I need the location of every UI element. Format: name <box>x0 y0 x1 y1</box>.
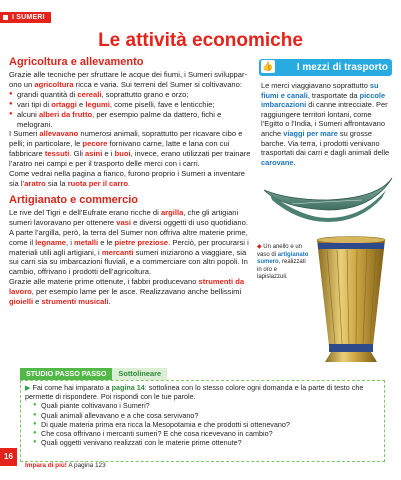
section-tag <box>0 12 51 23</box>
question-item: ● Quali animali allevavano e a che cosa servivano? <box>33 411 380 420</box>
highlighted-term: mercanti <box>101 247 134 257</box>
sidebar-paragraph <box>261 81 393 167</box>
highlighted-term: pagina 14 <box>111 383 145 392</box>
text-segment: e <box>76 99 86 109</box>
text-segment: : sottolinea con lo stesso colore ogni domanda e la parte di testo che permette di rispondere. Poi rispondi con le tue parole. <box>25 383 364 402</box>
highlighted-term: pietre preziose <box>114 237 169 247</box>
inventions-paragraph <box>9 169 254 189</box>
highlighted-term: legumi <box>85 99 110 109</box>
questions-list <box>25 401 380 447</box>
highlighted-term: tessuti <box>44 149 70 159</box>
sidebar-title-line2: di trasporto <box>332 62 388 73</box>
book-reference <box>25 462 106 469</box>
highlighted-term: su fiumi e canali <box>261 81 379 100</box>
caption-text <box>257 244 308 280</box>
highlighted-term: strumenti musicali <box>41 297 109 307</box>
crafts-paragraph <box>9 208 254 277</box>
highlighted-term: pecore <box>82 139 108 149</box>
highlighted-term: agricoltura <box>34 79 74 89</box>
highlighted-term: viaggi per mare <box>283 128 338 138</box>
arrow-right-icon: ▶ <box>25 383 31 392</box>
study-content <box>20 380 385 462</box>
text-segment: , come piselli, fave e lenticchie; <box>109 99 215 109</box>
sidebar-title <box>259 59 392 76</box>
text-segment: . <box>108 297 111 307</box>
text-segment: sia la <box>45 178 68 188</box>
text-segment: Grazie alle tecniche per sfruttare le acque dei fiumi, i Sumeri svilupparono un <box>9 70 248 89</box>
text-segment: fornivano carne, latte e lana con cui fabbricare <box>9 139 230 159</box>
question-item: ● Che cosa offrivano i mercanti sumeri? E che cosa ricevevano in cambio? <box>33 429 380 438</box>
list-item <box>9 110 254 130</box>
text-segment: vari tipi di <box>17 99 52 109</box>
highlighted-term: asini <box>85 149 103 159</box>
study-intro-text <box>25 383 363 401</box>
study-intro <box>25 383 380 401</box>
agriculture-intro <box>9 70 254 90</box>
text-segment: , che gli artigiani sumeri lavoravano per ottenere <box>9 207 239 227</box>
text-segment: ricca e varia. Sui terreni del Sumer si coltivavano: <box>73 79 242 89</box>
vase-caption <box>257 244 309 282</box>
book-reference-text: A pagina 123 <box>68 462 106 469</box>
list-item <box>9 100 254 110</box>
text-segment: . <box>128 178 131 188</box>
question-item: ● Quali oggetti venivano realizzati con le materie prime ottenute? <box>33 438 380 447</box>
text-segment: . <box>293 157 296 167</box>
highlighted-term: ruota per il carro <box>67 178 129 188</box>
page-number: 16 <box>0 448 17 466</box>
highlighted-term: buoi <box>114 149 131 159</box>
caption-marker-icon: ◆ <box>257 244 262 250</box>
study-badge: STUDIO PASSO PASSO <box>20 368 112 380</box>
text-segment: su grosse barche. Via terra, i prodotti venivano trasportati dai carri e dagli animali delle <box>261 128 390 158</box>
highlighted-term: carovane <box>261 157 294 167</box>
tools-paragraph <box>9 277 254 307</box>
text-segment: e le <box>98 237 115 247</box>
highlighted-term: argilla <box>160 207 184 217</box>
text-segment: numerosi animali, soprattutto per ricavare cibo e pelli; in particolare, le <box>9 129 243 149</box>
thumbs-up-icon: 👍 <box>260 59 276 74</box>
text-segment: . Perciò, per procurarsi i materiali utili agli artigiani, i <box>9 237 249 257</box>
crafts-heading: Artigianato e commercio <box>9 193 138 206</box>
text-segment: Come vedrai nella pagina a fianco, furono proprio i Sumeri a inventare sia l’ <box>9 169 245 188</box>
highlighted-term: legname <box>35 237 66 247</box>
highlighted-term: cereali <box>77 89 102 99</box>
text-segment: e <box>33 297 42 307</box>
list-item <box>9 90 254 100</box>
text-segment: , per esempio lame per le asce. Realizzavano anche bellissimi <box>31 287 242 297</box>
sidebar-title-line1: I mezzi <box>296 62 330 73</box>
question-item: ● Di quale materia prima era ricca la Mesopotamia e che prodotti si ottenevano? <box>33 420 380 429</box>
highlighted-term: metalli <box>74 237 99 247</box>
text-segment: , realizzati in oro e lapislazzuli. <box>257 259 306 280</box>
text-segment: Le rive del Tigri e dell’Eufrate erano ricche di <box>9 207 161 217</box>
text-segment: , per esempio palme da dattero, fichi e melograni. <box>17 109 222 129</box>
text-segment: , invece, erano utilizzati per trainare l’aratro nei campi e per il trasporto delle merci con i carri. <box>9 149 251 169</box>
text-segment: , soprattutto grano e orzo; <box>101 89 189 99</box>
main-column <box>9 56 254 307</box>
highlighted-term: aratro <box>24 178 46 188</box>
tag-square-icon <box>3 15 8 20</box>
highlighted-term: artigianato sumero <box>257 251 309 265</box>
highlighted-term: vasi <box>116 217 131 227</box>
reed-boat-model-image <box>262 168 394 224</box>
highlighted-term: ortaggi <box>51 99 77 109</box>
highlighted-term: strumenti da lavoro <box>9 277 245 297</box>
text-segment: . Gli <box>69 149 85 159</box>
gold-vase-image <box>305 234 397 366</box>
text-segment: sumeri iniziarono a viaggiare, sia sui carri sia su imbarcazioni fluviali, e a commerciare con altri popoli. In cambio, offrivano i prodotti dell’agricoltura. <box>9 247 248 277</box>
highlighted-term: gioielli <box>9 297 34 307</box>
text-segment: e i <box>102 149 115 159</box>
text-segment: I Sumeri <box>9 129 40 139</box>
highlighted-term: allevavano <box>39 129 79 139</box>
sidebar-text <box>261 81 393 167</box>
highlighted-term: piccole imbarcazioni <box>261 90 386 110</box>
livestock-paragraph <box>9 129 254 169</box>
highlighted-term: alberi da frutto <box>38 109 93 119</box>
text-segment: Un anello e un vaso di <box>257 244 302 258</box>
agriculture-heading: Agricoltura e allevamento <box>9 56 144 68</box>
text-segment: e diversi oggetti di uso quotidiano. A parte l’argilla, però, la terra del Sumer non offriva altre materie prime, come il <box>9 217 248 247</box>
text-segment: Fai come hai imparato a <box>32 383 112 392</box>
text-segment: Grazie alle materie prime ottenute, i fabbri producevano <box>9 277 199 287</box>
text-segment: Le merci viaggiavano soprattutto <box>261 81 370 90</box>
text-segment: di canne intrecciate. Per raggiungere territori lontani, come l’Egitto o l’India, i Sumeri affrontavano anche <box>261 100 388 138</box>
study-header <box>20 368 167 380</box>
text-segment: grandi quantità di <box>17 89 78 99</box>
crops-list <box>9 90 254 130</box>
text-segment: , i <box>65 237 75 247</box>
study-subtitle: Sottolineare <box>112 368 167 380</box>
page-title: Le attività economiche <box>98 30 303 51</box>
text-segment: , trasportate da <box>307 90 360 100</box>
text-segment: alcuni <box>17 109 39 119</box>
question-item: ● Quali piante coltivavano i Sumeri? <box>33 401 380 410</box>
section-tag-label: I SUMERI <box>12 14 45 21</box>
book-reference-bold: Impara di più! <box>25 462 67 469</box>
